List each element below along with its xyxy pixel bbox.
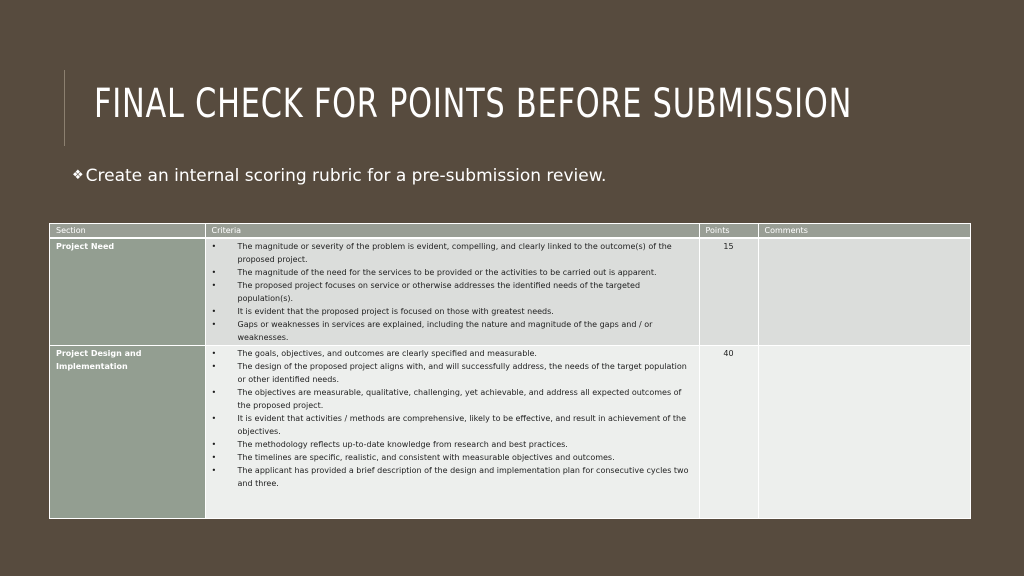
comments-cell — [758, 346, 970, 519]
criteria-cell — [205, 238, 699, 346]
criteria-item: • The applicant has provided a brief description of the design and implementation plan for consecutive cycles two and three. — [238, 464, 693, 490]
section-cell: Project Design and Implementation — [50, 346, 205, 519]
table-header-row — [50, 224, 970, 238]
table-row — [50, 346, 970, 519]
comments-cell — [758, 238, 970, 346]
points-cell: 40 — [699, 346, 758, 519]
header-comments: Comments — [758, 224, 970, 238]
criteria-item: • It is evident that the proposed project is focused on those with greatest needs. — [238, 305, 693, 318]
points-cell: 15 — [699, 238, 758, 346]
section-cell: Project Need — [50, 238, 205, 346]
header-section: Section — [50, 224, 205, 238]
header-criteria: Criteria — [205, 224, 699, 238]
criteria-item: • The proposed project focuses on service or otherwise addresses the identified needs of the targeted population(s). — [238, 279, 693, 305]
subtitle-text: Create an internal scoring rubric for a pre-submission review. — [85, 166, 607, 186]
slide-subtitle — [72, 166, 606, 186]
criteria-list — [212, 240, 693, 344]
scoring-rubric-table — [49, 223, 971, 519]
criteria-item: • It is evident that activities / methods are comprehensive, likely to be effective, and result in achievement of the objectives. — [238, 412, 693, 438]
criteria-item: • The methodology reflects up-to-date knowledge from research and best practices. — [238, 438, 693, 451]
slide-title: FINAL CHECK FOR POINTS BEFORE SUBMISSION — [94, 81, 853, 127]
criteria-item: • Gaps or weaknesses in services are explained, including the nature and magnitude of the gaps and / or weaknesses. — [238, 318, 693, 344]
title-accent-line — [64, 70, 65, 146]
criteria-item: • The design of the proposed project aligns with, and will successfully address, the needs of the target population or other identified needs. — [238, 360, 693, 386]
criteria-item: • The goals, objectives, and outcomes are clearly specified and measurable. — [238, 347, 693, 360]
table-row — [50, 238, 970, 346]
diamond-bullet-icon: ❖ — [72, 168, 84, 183]
criteria-item: • The objectives are measurable, qualitative, challenging, yet achievable, and address all expected outcomes of the proposed project. — [238, 386, 693, 412]
criteria-cell — [205, 346, 699, 519]
criteria-item: • The timelines are specific, realistic, and consistent with measurable objectives and outcomes. — [238, 451, 693, 464]
criteria-item: • The magnitude of the need for the services to be provided or the activities to be carried out is apparent. — [238, 266, 693, 279]
criteria-item: • The magnitude or severity of the problem is evident, compelling, and clearly linked to the outcome(s) of the proposed project. — [238, 240, 693, 266]
criteria-list — [212, 347, 693, 490]
header-points: Points — [699, 224, 758, 238]
